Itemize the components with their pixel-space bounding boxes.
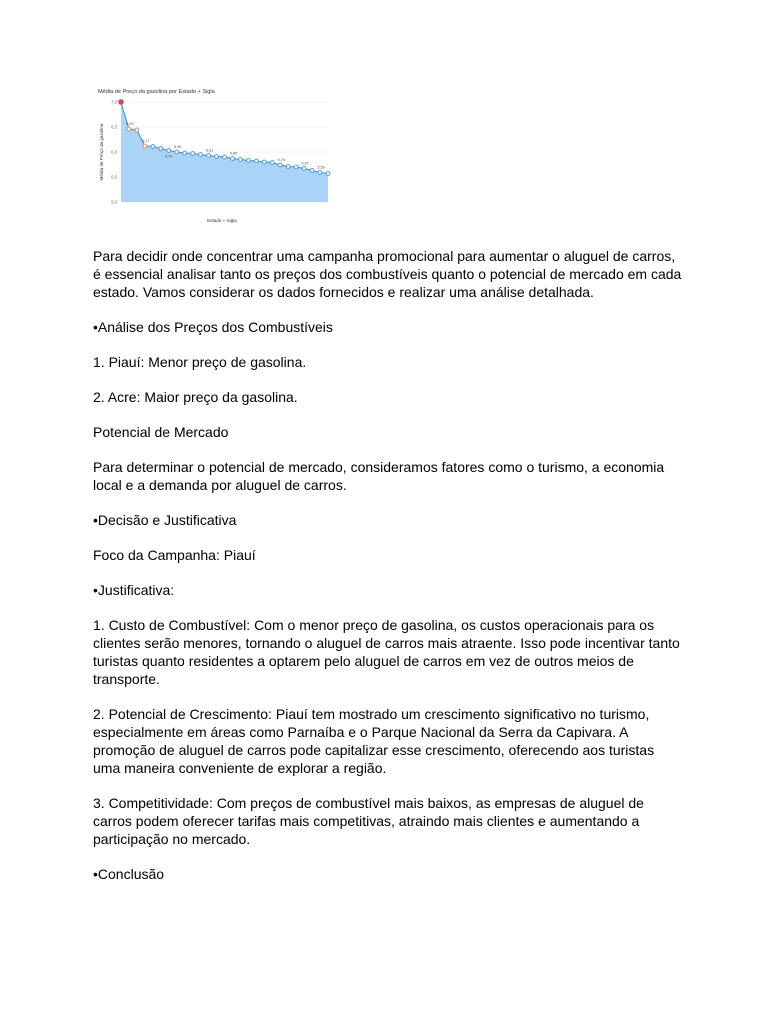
data-label: 5,59 xyxy=(317,165,325,170)
chart-y-ticks xyxy=(111,100,117,205)
gasoline-price-chart xyxy=(88,84,338,226)
data-point xyxy=(127,127,131,131)
data-point xyxy=(254,159,258,163)
data-point xyxy=(119,100,124,105)
document-body xyxy=(93,247,683,883)
paragraph-2: •Análise dos Preços dos Combustíveis xyxy=(93,319,333,335)
y-tick-label: 6,5 xyxy=(111,124,117,130)
data-label: 5,85 xyxy=(229,151,238,156)
data-label: 5,99 xyxy=(165,154,173,159)
data-label: 5,74 xyxy=(277,158,285,162)
paragraph-7: •Decisão e Justificativa xyxy=(93,512,237,528)
data-point xyxy=(270,161,274,165)
data-point xyxy=(215,155,219,159)
paragraph-4: 2. Acre: Maior preço da gasolina. xyxy=(93,389,298,405)
chart-ylabel: Média de Preço da gasolina xyxy=(99,123,104,181)
data-label: 5,91 xyxy=(205,148,214,153)
data-point xyxy=(223,155,227,159)
data-point xyxy=(135,128,139,132)
data-point xyxy=(326,172,330,176)
chart-svg xyxy=(88,84,338,226)
chart-xlabel: Estado + Sigla xyxy=(207,218,237,223)
y-tick-label: 7,0 xyxy=(111,99,117,105)
data-label: 5,95 xyxy=(174,145,182,149)
chart-title: Média de Preço da gasolina por Estado + Sigla xyxy=(98,89,215,95)
data-point xyxy=(159,147,163,151)
data-point xyxy=(302,167,306,171)
data-point xyxy=(294,165,298,169)
chart-plot xyxy=(119,100,330,202)
data-point xyxy=(310,169,314,173)
data-label: 6,53 xyxy=(126,122,134,126)
paragraph-10: 1. Custo de Combustível: Com o menor preço de gasolina, os custos operacionais para os clientes serão menores, tornando o aluguel de carros mais atraente. Isso pode incentivar tanto turistas quanto residentes a optarem pelo aluguel de carros em vez de outros meios de transporte. xyxy=(93,617,680,687)
data-point xyxy=(318,171,322,175)
data-point xyxy=(207,154,211,158)
data-point xyxy=(199,153,203,157)
data-label: 5,67 xyxy=(301,161,309,166)
y-tick-label: 5,0 xyxy=(111,199,117,205)
data-point xyxy=(246,159,250,163)
data-point xyxy=(239,158,243,162)
paragraph-3: 1. Piauí: Menor preço de gasolina. xyxy=(93,354,307,370)
data-point xyxy=(175,150,179,154)
paragraph-11: 2. Potencial de Crescimento: Piauí tem mostrado um crescimento significativo no turismo, especialmente em áreas como Parnaíba e o Parque Nacional da Serra da Capivara. A promoção de aluguel de carros pode capitalizar esse crescimento, oferecendo aos turistas uma maneira conveniente de explorar a região. xyxy=(93,706,655,776)
data-point xyxy=(167,149,171,153)
data-point xyxy=(151,145,155,149)
y-tick-label: 5,5 xyxy=(111,174,117,180)
paragraph-9: •Justificativa: xyxy=(93,582,175,598)
paragraph-5: Potencial de Mercado xyxy=(93,424,229,440)
data-point xyxy=(278,163,282,167)
data-point xyxy=(143,144,147,148)
data-point xyxy=(231,157,235,161)
paragraph-12: 3. Competitividade: Com preços de combustível mais baixos, as empresas de aluguel de carros podem oferecer tarifas mais competitivas, atraindo mais clientes e aumentando a participação no mercado. xyxy=(93,795,644,847)
data-point xyxy=(286,165,290,169)
data-point xyxy=(191,152,195,156)
data-label: 6,17 xyxy=(142,139,150,143)
y-tick-label: 6,0 xyxy=(111,149,117,155)
data-point xyxy=(183,151,187,155)
data-point xyxy=(262,160,266,164)
paragraph-13: •Conclusão xyxy=(93,866,165,882)
paragraph-8: Foco da Campanha: Piauí xyxy=(93,547,256,563)
paragraph-6: Para determinar o potencial de mercado, consideramos fatores como o turismo, a economia local e a demanda por aluguel de carros. xyxy=(93,459,665,493)
paragraph-1: Para decidir onde concentrar uma campanha promocional para aumentar o aluguel de carros, é essencial analisar tanto os preços dos combustíveis quanto o potencial de mercado em cada estado. Vamos considerar os dados fornecidos e realizar uma análise detalhada. xyxy=(93,248,682,300)
